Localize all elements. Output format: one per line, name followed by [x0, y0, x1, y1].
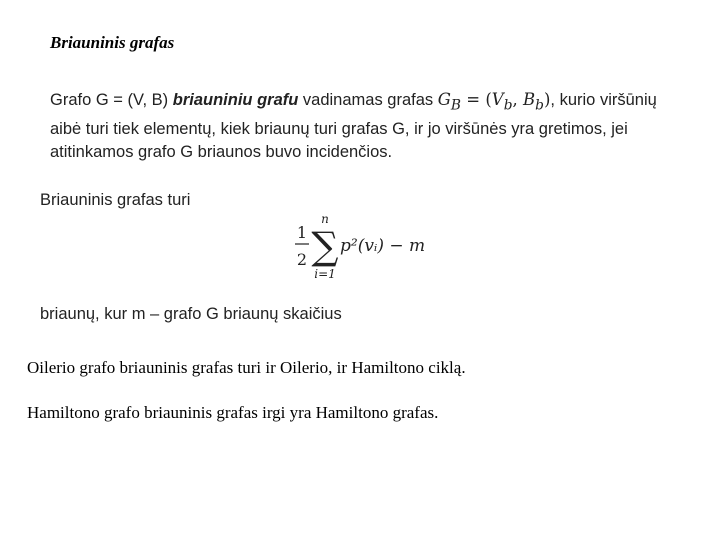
math-v: V [491, 90, 504, 109]
edge-count-formula [292, 208, 452, 283]
definition-text-2: vadinamas grafas [298, 91, 438, 109]
sum-upper-limit: n [321, 212, 329, 226]
sum-symbol: ∑ [311, 224, 339, 268]
edges-intro-text: Briauninis grafas turi [40, 191, 191, 209]
definition-text-1: Grafo G = (V, B) [50, 91, 173, 109]
formula-term: p²(vᵢ) − m [340, 236, 426, 256]
math-b-sub: b [535, 97, 544, 114]
sum-lower-limit: i=1 [314, 267, 336, 281]
edges-tail-text: briaunų, kur m – grafo G briaunų skaičius [40, 305, 342, 323]
definition-term: briauniniu grafu [172, 91, 299, 109]
statement-hamilton: Hamiltono grafo briauninis grafas irgi yra Hamiltono grafas. [27, 403, 439, 422]
definition-paragraph [50, 88, 690, 165]
page-title: Briauninis grafas [50, 33, 175, 52]
math-close: ) [543, 90, 551, 109]
math-v-sub: b [503, 97, 513, 114]
statement-euler: Oilerio grafo briauninis grafas turi ir Oilerio, ir Hamiltono ciklą. [27, 358, 466, 377]
definition-text-3: , kurio viršūnių aibė turi tiek elementų, kiek briaunų turi grafas G, ir jo viršūnės yra gretimos, jei atitinkamos grafo G briaunos buvo incidenčios. [50, 91, 657, 162]
fraction-numerator: 1 [296, 223, 308, 242]
fraction-denominator: 2 [296, 250, 308, 269]
math-g: G [437, 90, 451, 109]
math-comma: , [512, 90, 524, 109]
math-eq: = ( [461, 90, 492, 109]
math-g-sub: B [450, 97, 462, 114]
math-b: B [523, 90, 536, 109]
